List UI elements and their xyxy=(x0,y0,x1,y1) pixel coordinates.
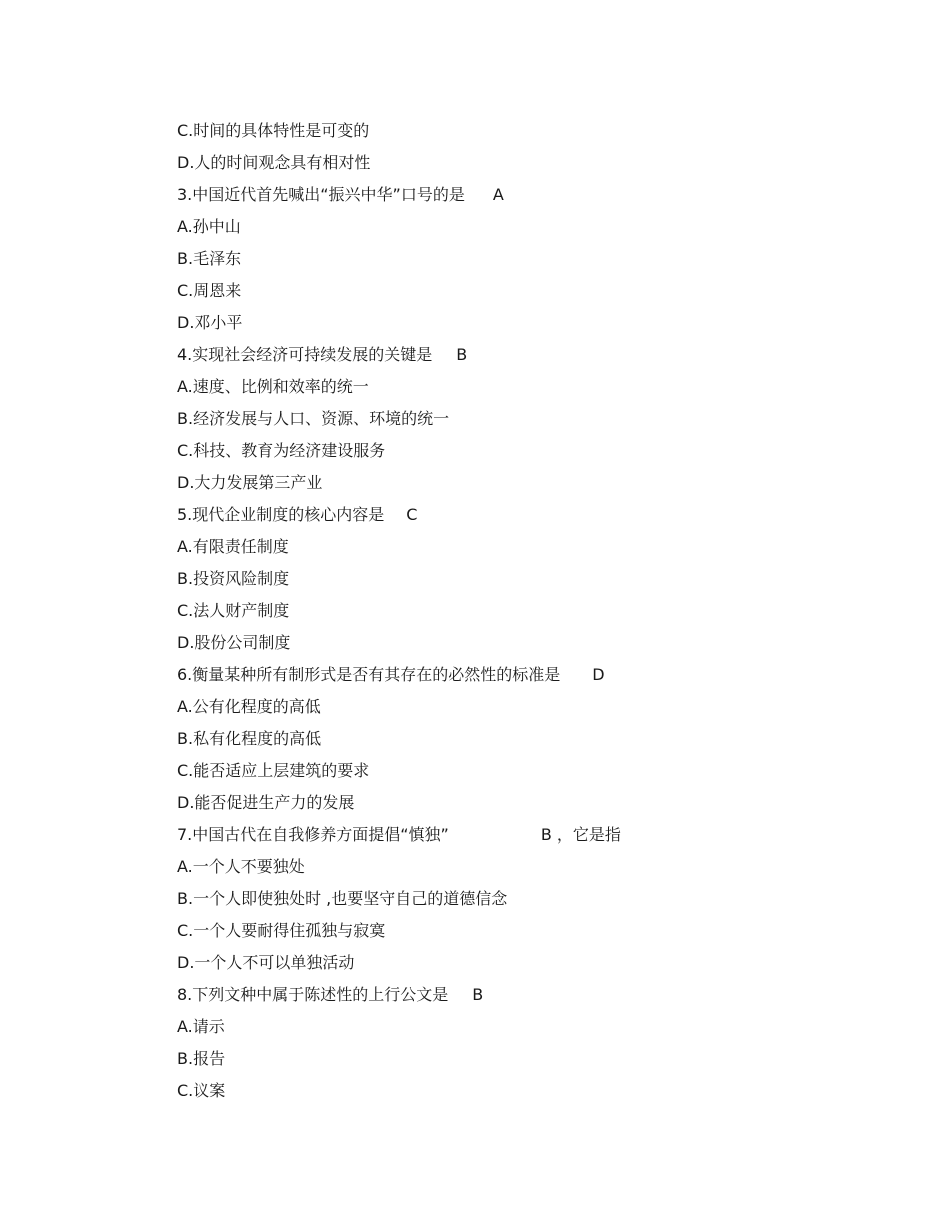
document-line xyxy=(177,307,877,339)
line-text: D.一个人不可以单独活动 xyxy=(177,953,355,972)
line-text: 5.现代企业制度的核心内容是 xyxy=(177,505,385,524)
line-text: 6.衡量某种所有制形式是否有其存在的必然性的标准是 xyxy=(177,665,561,684)
line-text: C.议案 xyxy=(177,1081,226,1100)
line-text: A.速度、比例和效率的统一 xyxy=(177,377,369,396)
document-line xyxy=(177,147,877,179)
document-line xyxy=(177,211,877,243)
answer-key: B xyxy=(456,345,468,364)
document-line xyxy=(177,691,877,723)
document-line xyxy=(177,947,877,979)
line-text: B.私有化程度的高低 xyxy=(177,729,322,748)
document-line xyxy=(177,403,877,435)
line-text: D.人的时间观念具有相对性 xyxy=(177,153,371,172)
line-text: A.孙中山 xyxy=(177,217,241,236)
line-text: A.一个人不要独处 xyxy=(177,857,305,876)
document-line xyxy=(177,979,877,1011)
document-line xyxy=(177,595,877,627)
document-line xyxy=(177,115,877,147)
line-text: D.能否促进生产力的发展 xyxy=(177,793,355,812)
document-line xyxy=(177,851,877,883)
document-line xyxy=(177,243,877,275)
line-text: B.毛泽东 xyxy=(177,249,242,268)
line-text: D.大力发展第三产业 xyxy=(177,473,323,492)
line-text: A.公有化程度的高低 xyxy=(177,697,321,716)
document-line xyxy=(177,499,877,531)
document-line xyxy=(177,819,877,851)
document-line xyxy=(177,915,877,947)
line-text: C.周恩来 xyxy=(177,281,242,300)
document-line xyxy=(177,883,877,915)
line-text: B.报告 xyxy=(177,1049,226,1068)
document-line xyxy=(177,435,877,467)
line-text: B.经济发展与人口、资源、环境的统一 xyxy=(177,409,450,428)
answer-key: C xyxy=(406,505,418,524)
document-line xyxy=(177,755,877,787)
document-line xyxy=(177,371,877,403)
line-text: B.投资风险制度 xyxy=(177,569,290,588)
line-text: A.有限责任制度 xyxy=(177,537,289,556)
document-line xyxy=(177,1043,877,1075)
line-text: B.一个人即使独处时 ,也要坚守自己的道德信念 xyxy=(177,889,508,908)
line-text: C.时间的具体特性是可变的 xyxy=(177,121,370,140)
document-line xyxy=(177,723,877,755)
document-line xyxy=(177,179,877,211)
document-line xyxy=(177,787,877,819)
line-text: C.法人财产制度 xyxy=(177,601,290,620)
line-text: 8.下列文种中属于陈述性的上行公文是 xyxy=(177,985,449,1004)
line-text: C.一个人要耐得住孤独与寂寞 xyxy=(177,921,386,940)
document-content xyxy=(177,115,877,1107)
line-text: A.请示 xyxy=(177,1017,225,1036)
answer-key: B ，它是指 xyxy=(540,825,621,844)
document-line xyxy=(177,627,877,659)
answer-key: B xyxy=(472,985,484,1004)
document-line xyxy=(177,1011,877,1043)
answer-key: A xyxy=(492,185,504,204)
document-line xyxy=(177,1075,877,1107)
answer-key: D xyxy=(592,665,605,684)
document-line xyxy=(177,531,877,563)
line-text: C.能否适应上层建筑的要求 xyxy=(177,761,370,780)
line-text: 7.中国古代在自我修养方面提倡“慎独” xyxy=(177,825,449,844)
document-line xyxy=(177,563,877,595)
line-text: 3.中国近代首先喊出“振兴中华”口号的是 xyxy=(177,185,465,204)
line-text: C.科技、教育为经济建设服务 xyxy=(177,441,386,460)
line-text: D.股份公司制度 xyxy=(177,633,291,652)
line-text: D.邓小平 xyxy=(177,313,243,332)
document-line xyxy=(177,467,877,499)
document-line xyxy=(177,659,877,691)
document-line xyxy=(177,339,877,371)
document-line xyxy=(177,275,877,307)
line-text: 4.实现社会经济可持续发展的关键是 xyxy=(177,345,433,364)
